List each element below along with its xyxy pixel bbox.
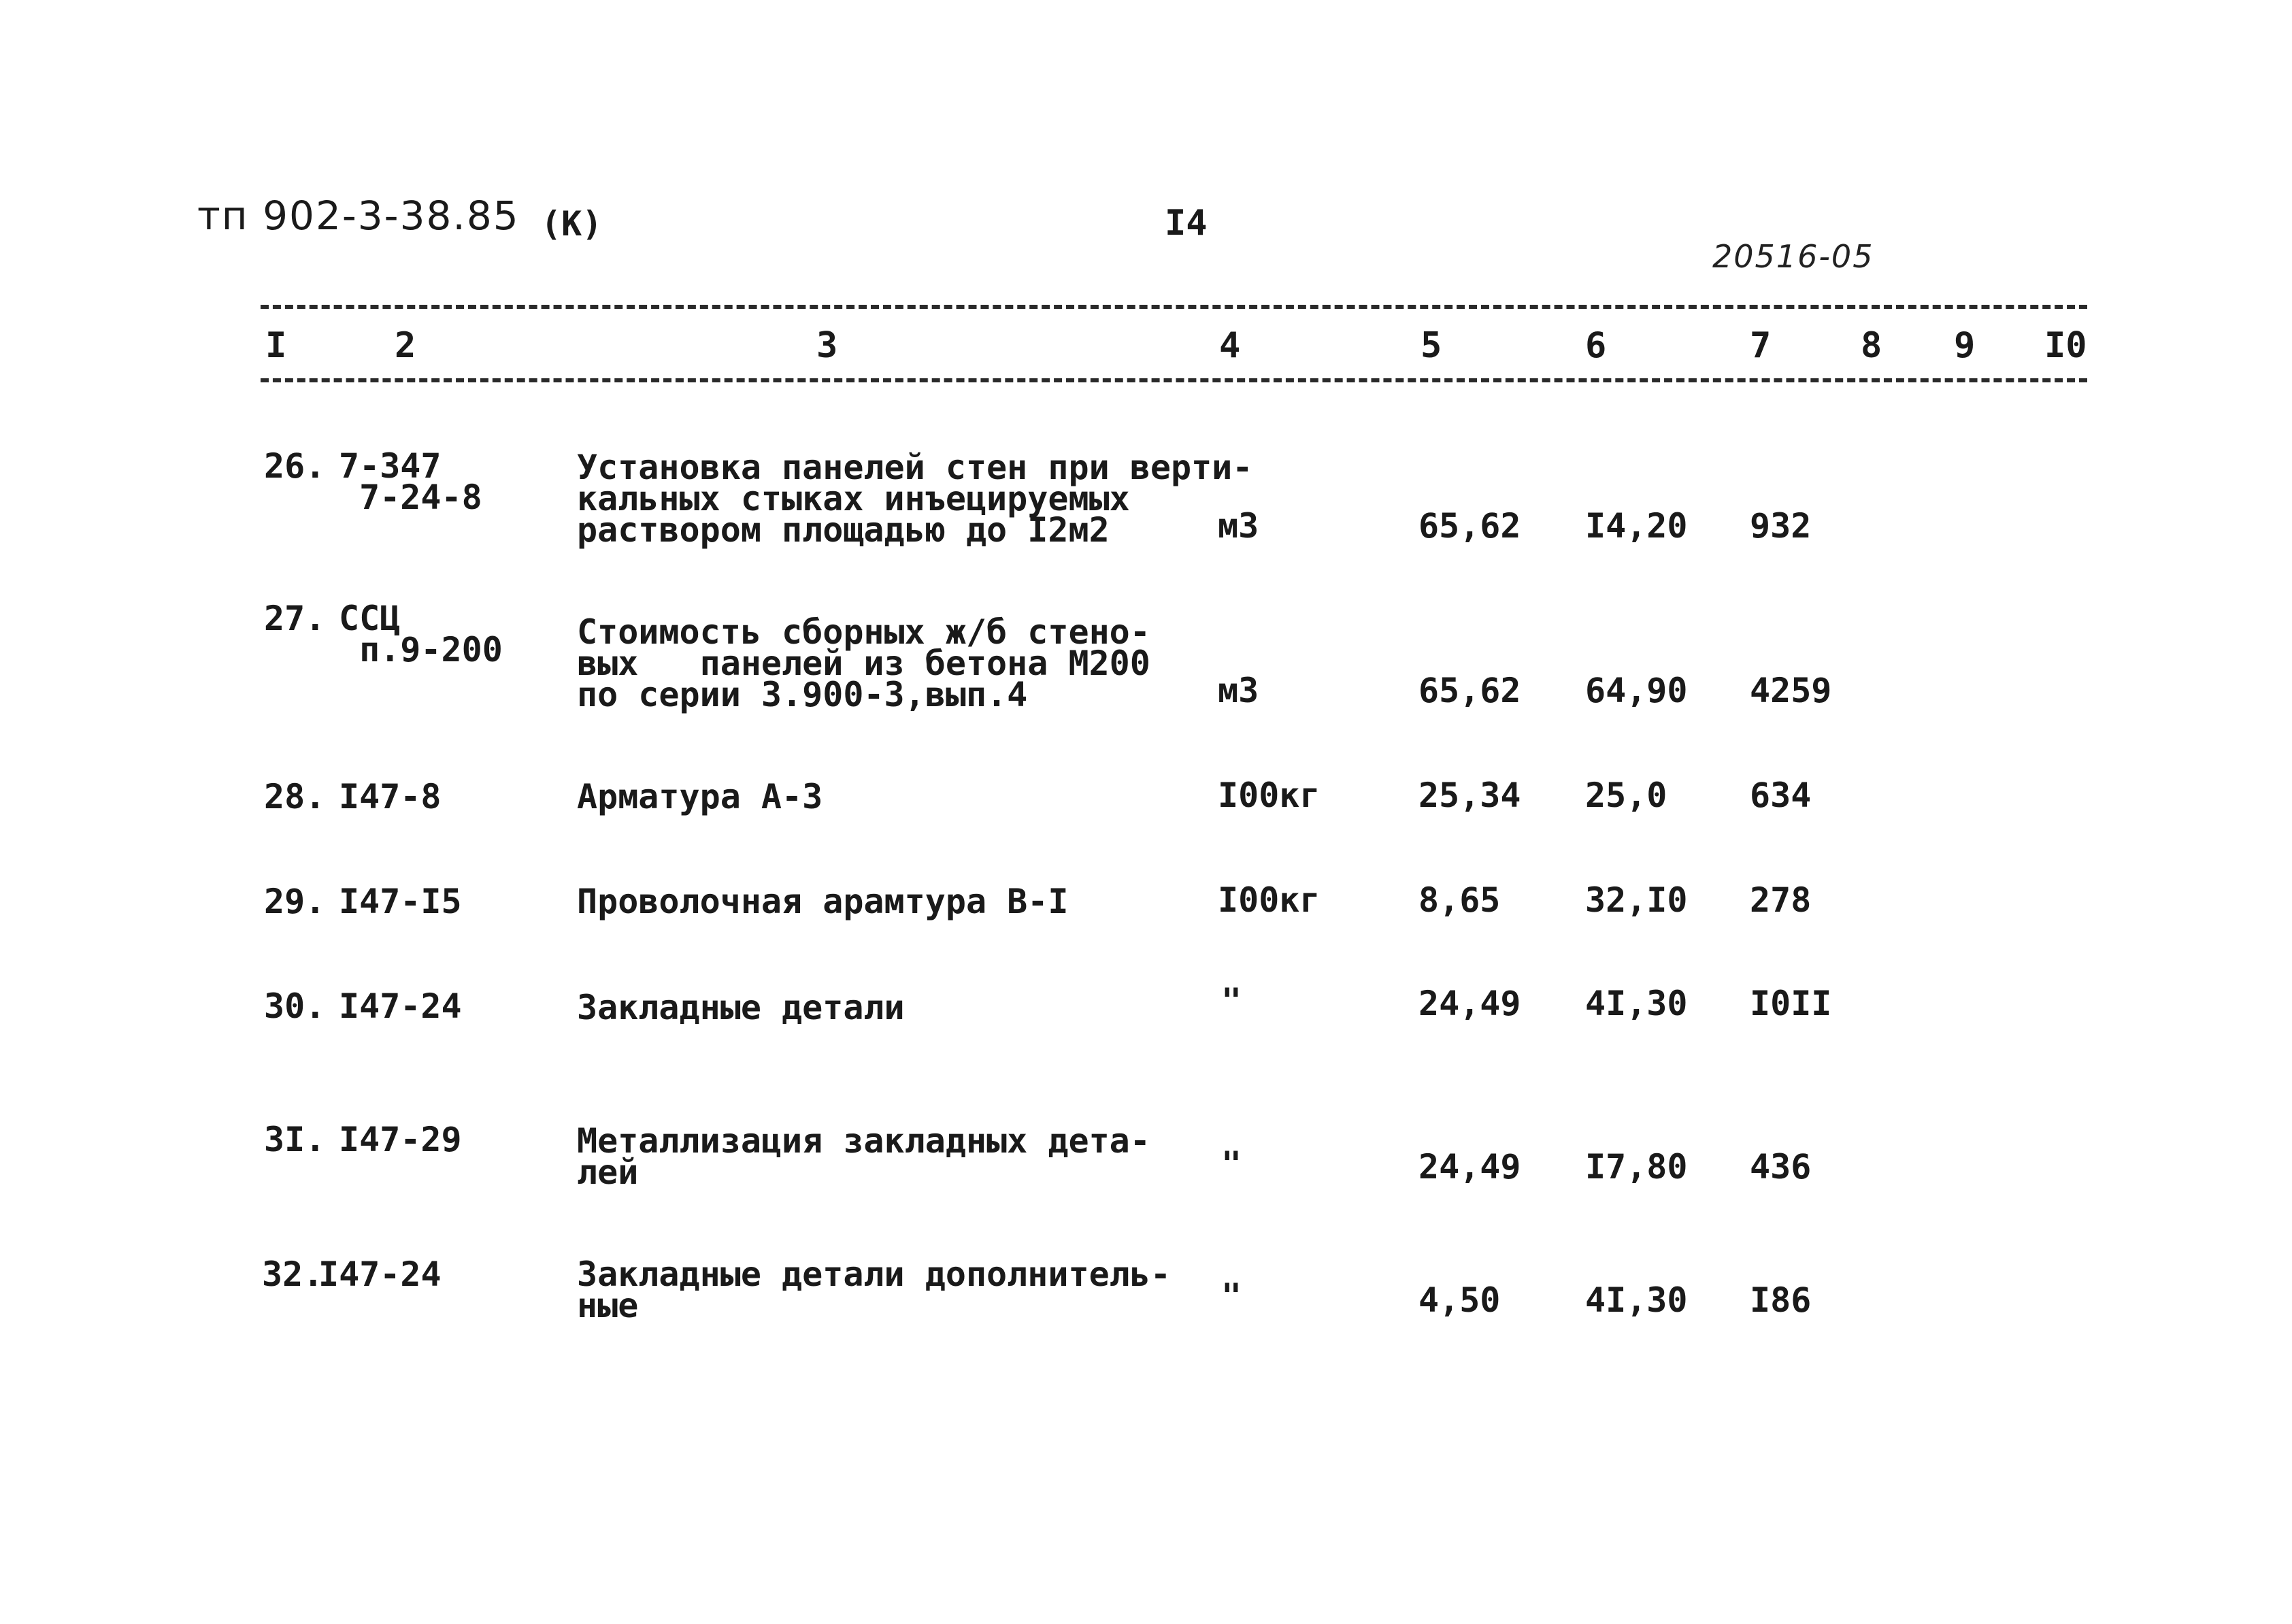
row-quantity: 65,62 [1418, 671, 1521, 710]
column-header-2: 2 [395, 325, 416, 366]
column-header-9: 9 [1954, 325, 1976, 366]
row-total: I86 [1750, 1280, 1812, 1320]
row-quantity: 65,62 [1418, 506, 1521, 546]
row-total: 4259 [1750, 671, 1832, 710]
row-total: 634 [1750, 776, 1812, 815]
column-header-7: 7 [1750, 325, 1772, 366]
row-unit-price: 4I,30 [1585, 984, 1688, 1023]
row-description: Арматура А-3 [577, 777, 823, 816]
row-code: I47-24 [339, 987, 462, 1026]
row-code: I47-8 [339, 777, 442, 816]
row-unit: м3 [1218, 506, 1259, 546]
row-unit-price: 32,I0 [1585, 880, 1688, 920]
row-number: 30. [264, 987, 326, 1026]
table-header-rule [261, 378, 2087, 382]
row-code: I47-24 [318, 1255, 442, 1294]
row-total: 932 [1750, 506, 1812, 546]
row-unit-price: 64,90 [1585, 671, 1688, 710]
row-description: Металлизация закладных дета- лей [577, 1121, 1150, 1192]
column-header-5: 5 [1421, 325, 1442, 366]
row-total: 436 [1750, 1147, 1812, 1187]
row-number: 26. [264, 446, 326, 486]
row-unit: I00кг [1218, 880, 1321, 920]
row-number: 29. [264, 882, 326, 921]
row-code: I47-29 [339, 1120, 462, 1159]
row-description: Закладные детали [577, 988, 905, 1027]
row-unit-price: 25,0 [1585, 776, 1667, 815]
row-quantity: 8,65 [1418, 880, 1501, 920]
column-header-10: I0 [2044, 325, 2087, 366]
row-unit: " [1221, 1276, 1242, 1316]
row-code: ССЦ п.9-200 [339, 599, 503, 669]
column-header-6: 6 [1585, 325, 1607, 366]
row-unit: " [1221, 981, 1242, 1021]
row-unit-price: 4I,30 [1585, 1280, 1688, 1320]
table-top-rule [261, 305, 2087, 309]
row-total: I0II [1750, 984, 1832, 1023]
page-number: I4 [1165, 203, 1208, 244]
column-header-8: 8 [1861, 325, 1882, 366]
row-number: 3I. [264, 1120, 326, 1159]
row-description: Стоимость сборных ж/б стено- вых панелей из бетона М200 по серии 3.900-3,вып.4 [577, 612, 1150, 714]
row-code: 7-347 7-24-8 [339, 446, 482, 517]
column-header-4: 4 [1219, 325, 1241, 366]
row-total: 278 [1750, 880, 1812, 920]
reference-number: 20516-05 [1712, 238, 1874, 275]
row-description: Установка панелей стен при верти- кальных стыках инъецируемых раствором площадью до I2м2 [577, 448, 1253, 550]
row-number: 32. [262, 1255, 324, 1294]
row-quantity: 24,49 [1418, 1147, 1521, 1187]
row-number: 27. [264, 599, 326, 638]
column-header-3: 3 [816, 325, 838, 366]
document-code: тп 902-3-38.85 [197, 193, 520, 239]
document-suffix: (К) [541, 204, 603, 244]
row-unit-price: I7,80 [1585, 1147, 1688, 1187]
row-code: I47-I5 [339, 882, 462, 921]
row-unit: м3 [1218, 671, 1259, 710]
row-unit-price: I4,20 [1585, 506, 1688, 546]
row-description: Проволочная арамтура В-I [577, 882, 1069, 921]
column-header-1: I [265, 325, 287, 366]
row-unit: I00кг [1218, 776, 1321, 815]
row-quantity: 4,50 [1418, 1280, 1501, 1320]
row-description: Закладные детали дополнитель- ные [577, 1255, 1171, 1325]
row-quantity: 24,49 [1418, 984, 1521, 1023]
row-number: 28. [264, 777, 326, 816]
row-quantity: 25,34 [1418, 776, 1521, 815]
row-unit: " [1221, 1144, 1242, 1184]
